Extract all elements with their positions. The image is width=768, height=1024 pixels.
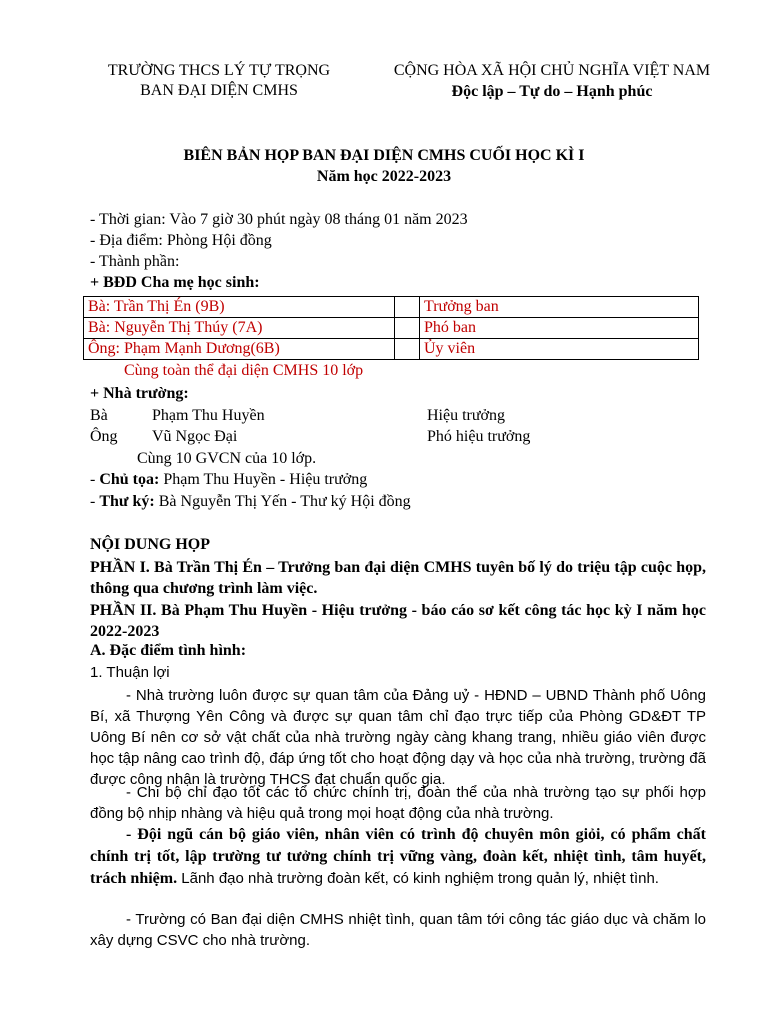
bdd-members-table [83,296,699,360]
table-row [84,339,699,360]
bdd-heading: + BĐD Cha mẹ học sinh: [90,274,260,291]
person-title: Bà [90,407,108,424]
paragraph-support: - Nhà trường luôn được sự quan tâm của Đảng uỷ - HĐND – UBND Thành phố Uông Bí, xã Thượng Yên Công và được sự quan tâm chỉ đạo trực tiếp của Phòng GD&ĐT TP Uông Bí nên cơ sở vật chất của nhà trường ngày càng khang trang, nhiều giáo viên được học tập nâng cao trình độ, đáp ứng tốt cho hoạt động dạy và học của nhà trường, trường đã được công nhận là trường THCS đạt chuẩn quốc gia. [90,687,706,788]
paragraph-party-cell: - Chi bộ chỉ đạo tốt các tổ chức chính trị, đoàn thể của nhà trường tạo sự phối hợp đồng bộ nhịp nhàng và hiệu quả trong mọi hoạt động của nhà trường. [90,784,706,822]
national-motto: Độc lập – Tự do – Hạnh phúc [451,83,653,100]
part-one: PHẦN I. Bà Trần Thị Én – Trưởng ban đại diện CMHS tuyên bố lý do triệu tập cuộc họp, thông qua chương trình làm việc. [90,559,706,597]
person-name: Vũ Ngọc Đại [152,428,238,445]
secretary-value: Bà Nguyễn Thị Yến - Thư ký Hội đồng [154,493,411,510]
empty-cell [395,339,420,360]
document-title: BIÊN BẢN HỌP BAN ĐẠI DIỆN CMHS CUỐI HỌC KÌ I [183,147,585,164]
member-role: Trưởng ban [420,297,699,318]
member-role: Phó ban [420,318,699,339]
table-row [84,318,699,339]
member-role: Ủy viên [420,339,699,360]
part-two: PHẦN II. Bà Phạm Thu Huyền - Hiệu trưởng - báo cáo sơ kết công tác học kỳ I năm học 2022-2023 [90,602,706,640]
subsection-advantages: 1. Thuận lợi [90,664,170,681]
school-year: Năm học 2022-2023 [316,168,452,185]
chair-line: - Chủ tọa: Phạm Thu Huyền - Hiệu trưởng [90,471,368,488]
person-role: Hiệu trưởng [427,407,506,424]
school-heading: + Nhà trường: [90,385,189,402]
paragraph-parents-board: - Trường có Ban đại diện CMHS nhiệt tình, quan tâm tới công tác giáo dục và chăm lo xây dựng CSVC cho nhà trường. [90,911,706,949]
homeroom-teachers: Cùng 10 GVCN của 10 lớp. [137,450,317,467]
person-title: Ông [90,428,118,445]
person-name: Phạm Thu Huyền [152,407,265,424]
person-role: Phó hiệu trưởng [427,428,531,445]
meeting-time: - Thời gian: Vào 7 giờ 30 phút ngày 08 tháng 01 năm 2023 [90,211,468,228]
republic-name: CỘNG HÒA XÃ HỘI CHỦ NGHĨA VIỆT NAM [393,62,711,79]
school-name: TRƯỜNG THCS LÝ TỰ TRỌNG [107,62,331,79]
chair-label: Chủ tọa: [99,471,160,488]
empty-cell [395,318,420,339]
board-name: BAN ĐẠI DIỆN CMHS [140,82,298,99]
empty-cell [395,297,420,318]
bdd-all-members: Cùng toàn thể đại diện CMHS 10 lớp [124,362,364,379]
secretary-line: - Thư ký: Bà Nguyễn Thị Yến - Thư ký Hội đồng [90,493,411,510]
chair-value: Phạm Thu Huyền - Hiệu trưởng [159,471,368,488]
member-name: Bà: Trần Thị Én (9B) [84,297,395,318]
staff-bold-text: - Đội ngũ cán bộ giáo viên, nhân viên có trình độ chuyên môn giỏi, có phẩm chất chính trị tốt, lập trường tư tưởng chính trị vững vàng, đoàn kết, nhiệt tình, tâm huyết, trách nhiệm. [90,826,706,887]
member-name: Ông: Phạm Mạnh Dương(6B) [84,339,395,360]
member-name: Bà: Nguyễn Thị Thúy (7A) [84,318,395,339]
table-row [84,297,699,318]
section-a-heading: A. Đặc điểm tình hình: [90,642,247,659]
secretary-label: Thư ký: [99,493,155,510]
staff-rest-text: Lãnh đạo nhà trường đoàn kết, có kinh nghiệm trong quản lý, nhiệt tình. [177,870,659,887]
content-heading: NỘI DUNG HỌP [90,536,210,553]
meeting-place: - Địa điểm: Phòng Hội đồng [90,232,272,249]
members-label: - Thành phần: [90,253,180,270]
paragraph-staff [90,824,706,890]
